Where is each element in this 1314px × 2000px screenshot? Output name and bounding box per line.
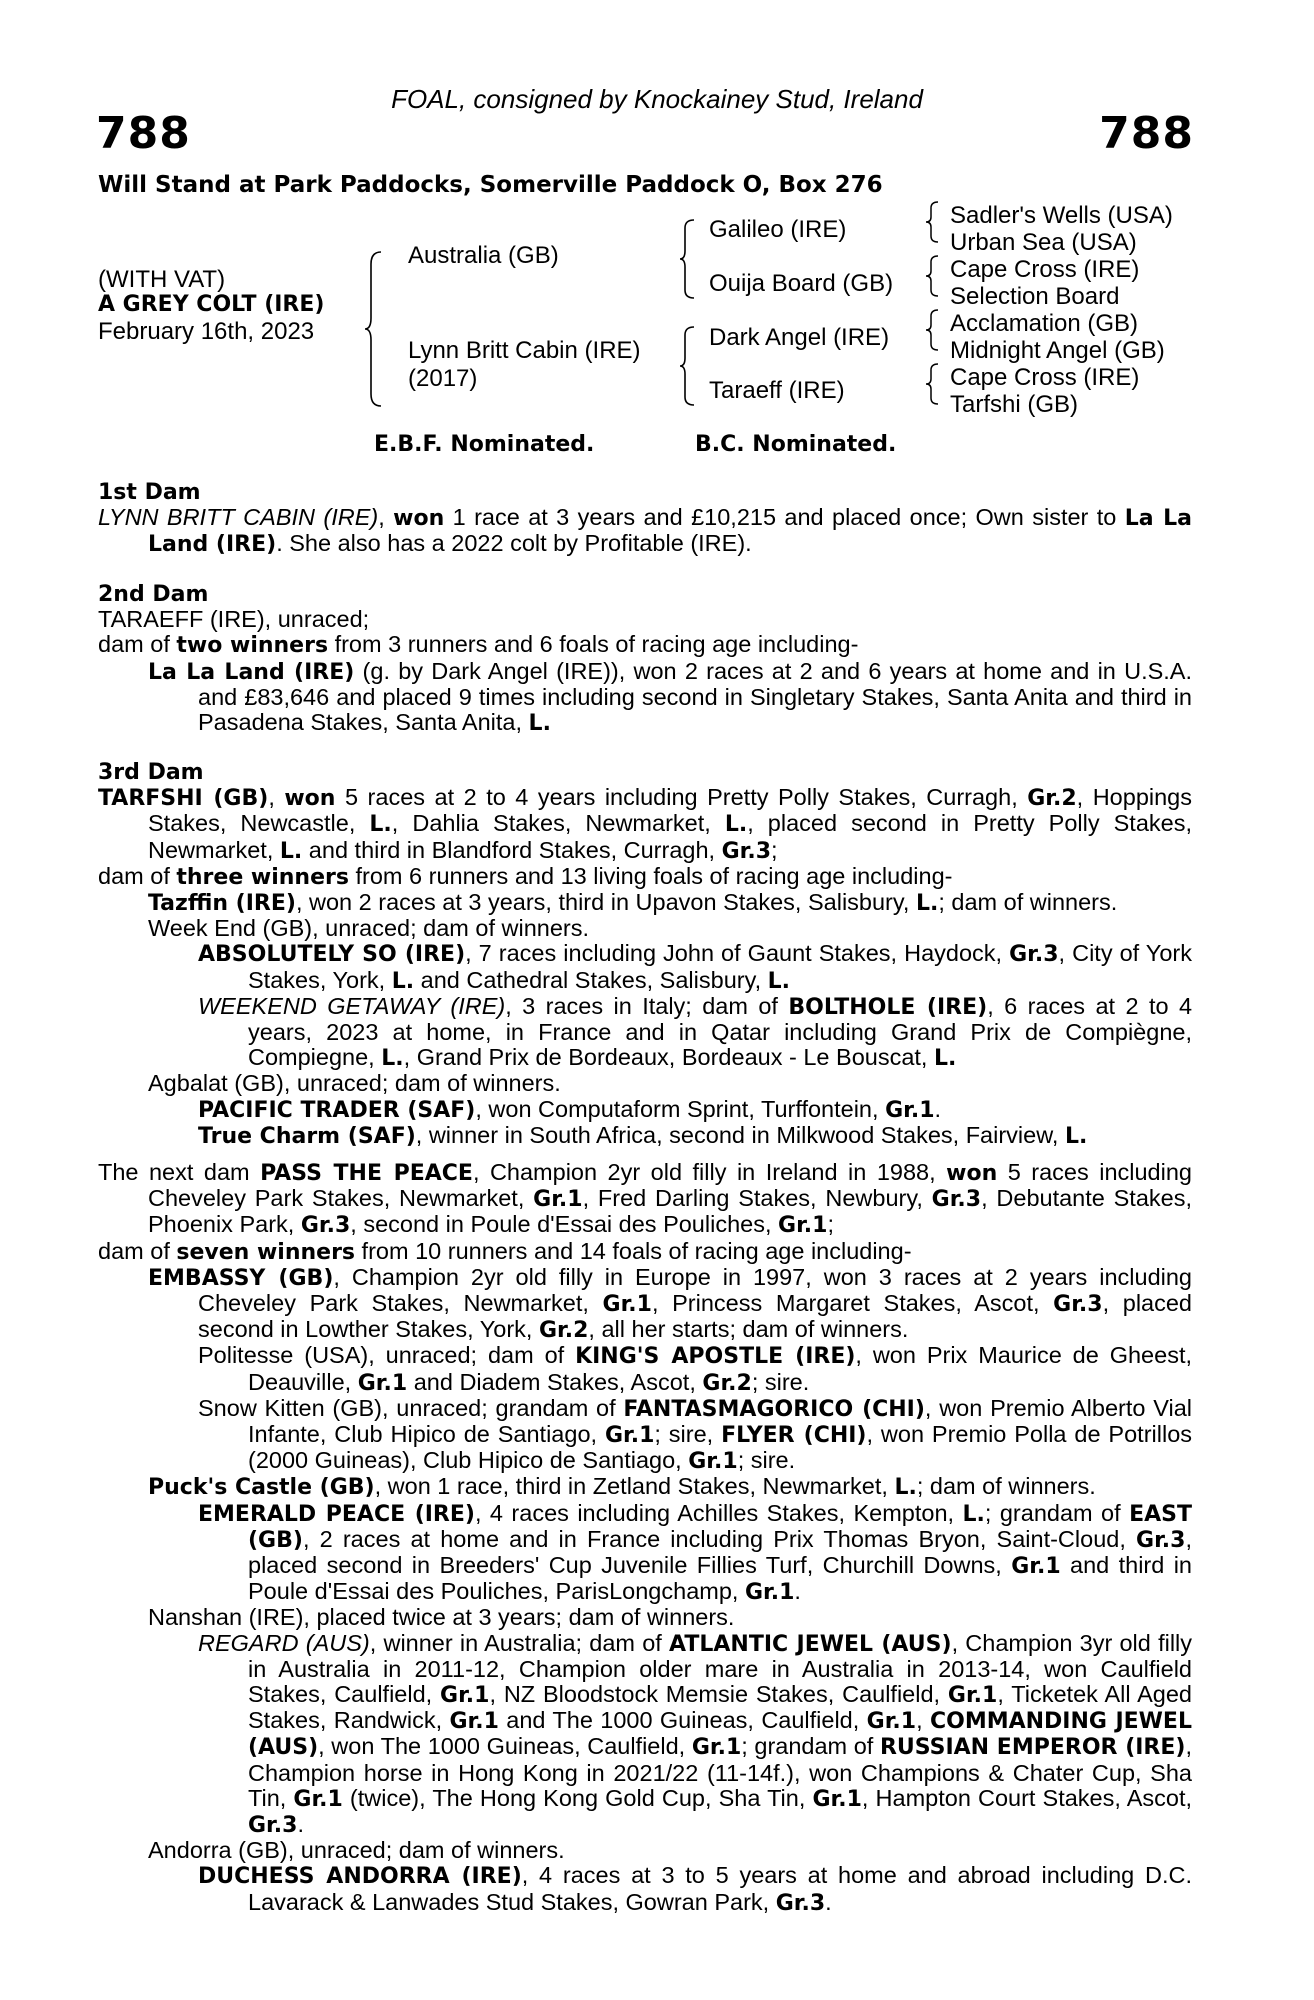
second-dam-produce — [98, 632, 1192, 658]
pedigree-g-sdd: Selection Board — [950, 283, 1120, 310]
grade-label: Gr.3 — [248, 1813, 298, 1839]
grade-label: Gr.3 — [1053, 1292, 1103, 1318]
embassy-name: EMBASSY (GB) — [148, 1265, 334, 1291]
text: , Princess Margaret Stakes, Ascot, — [651, 1290, 1054, 1317]
pass-the-peace-entry — [98, 1160, 1192, 1239]
weekend-getaway-name: WEEKEND GETAWAY (IRE) — [198, 992, 506, 1019]
pedigree-brace-dam — [680, 325, 698, 407]
text: (g. by Dark Angel (IRE)), won 2 races at 2 and 6 years at home and in U.S.A. and £83,646 and placed 9 times including second in Singletary Stakes, Santa Anita and third in Pasadena Stakes, Santa Anita, — [198, 657, 1192, 736]
lala-land-entry — [98, 659, 1192, 737]
text: ; dam of winners. — [916, 1473, 1096, 1500]
vat-note: (WITH VAT) — [98, 266, 226, 293]
tazffin-name: Tazffin (IRE) — [148, 891, 296, 917]
text: and Cathedral Stakes, Salisbury, — [414, 966, 768, 993]
horse-name: A GREY COLT (IRE) — [98, 292, 325, 317]
won-label: won — [946, 1161, 998, 1186]
text: , won Computaform Sprint, Turffontein, — [475, 1095, 886, 1122]
andorra-entry: Andorra (GB), unraced; dam of winners. — [148, 1837, 565, 1864]
grade-label: Gr.3 — [775, 1890, 826, 1916]
pedigree-sire-dam: Ouija Board (GB) — [709, 270, 894, 297]
text: , won The 1000 Guineas, Caulfield, — [318, 1733, 692, 1760]
grade-label: L. — [528, 711, 551, 737]
third-dam-produce — [98, 864, 1192, 890]
text: and The 1000 Guineas, Caulfield, — [498, 1707, 867, 1734]
won-label: won — [284, 786, 336, 812]
text: , winner in South Africa, second in Milkwood Stakes, Fairview, — [415, 1121, 1065, 1148]
grade-label: Gr.2 — [1027, 786, 1077, 812]
winners-count: three winners — [176, 864, 349, 890]
grade-label: Gr.1 — [866, 1709, 917, 1735]
russian-emperor-name: RUSSIAN EMPEROR (IRE) — [879, 1735, 1186, 1761]
pedigree-g-dss: Acclamation (GB) — [950, 310, 1139, 337]
week-end-entry: Week End (GB), unraced; dam of winners. — [148, 915, 590, 942]
pedigree-dam-dam: Taraeff (IRE) — [709, 377, 845, 404]
pedigree-g-ddd: Tarfshi (GB) — [950, 391, 1079, 418]
weekend-getaway-entry — [98, 994, 1192, 1072]
pedigree-dam-sire: Dark Angel (IRE) — [709, 324, 890, 351]
text: , placed second in Breeders' Cup Juvenile Fillies Turf, Churchill Downs, — [248, 1525, 1192, 1579]
grade-label: Gr.3 — [300, 1213, 351, 1239]
text: , Champion 2yr old filly in Europe in 1997, won 3 races at 2 years including Cheveley Park Stakes, Newmarket, — [198, 1263, 1192, 1317]
text: , 2 races at home and in France including Prix Thomas Bryon, Saint-Cloud, — [302, 1525, 1137, 1552]
grade-label: Gr.1 — [440, 1683, 490, 1709]
lot-number-right: 788 — [1099, 108, 1194, 159]
text: , second in Poule d'Essai des Pouliches, — [350, 1211, 779, 1238]
text: (twice), The Hong Kong Gold Cup, Sha Tin, — [342, 1784, 813, 1811]
grade-label: Gr.1 — [449, 1709, 499, 1735]
grade-label: Gr.1 — [947, 1683, 998, 1709]
emerald-peace-name: EMERALD PEACE (IRE) — [198, 1501, 475, 1527]
tarfshi-name: TARFSHI (GB) — [98, 786, 269, 812]
text: , won Premio Alberto Vial Infante, Club Hipico de Santiago, — [248, 1394, 1192, 1448]
tarfshi-entry: TARFSHI (GB), won 5 races at 2 to 4 years including Pretty Polly Stakes, Curragh, Gr.2, Hoppings Stakes, Newcastle, L., Dahlia Stakes, Newmarket, L., placed second in Pretty Polly Stakes, Newmarket, L. and third in Blandford Stakes, Curragh, Gr.3; — [98, 784, 1192, 864]
duchess-andorra-entry — [98, 1863, 1192, 1915]
grade-label: Gr.1 — [604, 1423, 655, 1449]
nanshan-entry: Nanshan (IRE), placed twice at 3 years; dam of winners. — [148, 1604, 735, 1631]
absolutely-so-name: ABSOLUTELY SO (IRE) — [198, 942, 466, 968]
grade-label: L. — [369, 812, 392, 838]
text: , 4 races including Achilles Stakes, Kempton, — [474, 1499, 963, 1526]
text: , placed second in Lowther Stakes, York, — [198, 1290, 1192, 1343]
text: ; sire. — [751, 1368, 810, 1395]
grade-label: L. — [1064, 1123, 1088, 1149]
first-dam-heading: 1st Dam — [98, 480, 201, 505]
consignor-line: FOAL, consigned by Knockainey Stud, Ireland — [391, 84, 923, 114]
grade-label: L. — [724, 812, 748, 838]
grade-label: Gr.1 — [885, 1097, 935, 1123]
text: Politesse (USA), unraced; dam of — [198, 1342, 576, 1369]
grade-label: Gr.1 — [357, 1370, 408, 1396]
grade-label: Gr.1 — [688, 1449, 738, 1475]
second-dam-section — [98, 582, 1192, 736]
regard-name: REGARD (AUS) — [198, 1629, 370, 1656]
embassy-entry — [98, 1265, 1192, 1344]
winners-count: two winners — [176, 633, 329, 659]
text: ; grandam of — [984, 1499, 1130, 1526]
first-dam-name: LYNN BRITT CABIN (IRE) — [98, 504, 379, 531]
grade-label: L. — [279, 838, 303, 864]
foaling-date: February 16th, 2023 — [98, 318, 315, 345]
text: , Champion 2yr old filly in Ireland in 1988, — [472, 1159, 947, 1185]
grade-label: Gr.2 — [538, 1318, 589, 1344]
grade-label: Gr.1 — [602, 1292, 652, 1318]
second-dam-line: TARAEFF (IRE), unraced; — [98, 606, 370, 633]
text: , Hampton Court Stakes, Ascot, — [861, 1784, 1193, 1811]
pedigree-brace-ouija — [926, 255, 942, 297]
text: from 3 runners and 6 foals of racing age including- — [328, 631, 859, 658]
text: , won Premio Polla de Potrillos (2000 Guineas), Club Hipico de Santiago, — [248, 1421, 1193, 1474]
text: , NZ Bloodstock Memsie Stakes, Caulfield, — [489, 1681, 948, 1708]
text: , placed second in Pretty Polly Stakes, Newmarket, — [148, 810, 1192, 863]
pedigree-g-dds: Cape Cross (IRE) — [950, 364, 1140, 391]
bolthole-name: BOLTHOLE (IRE) — [788, 994, 988, 1020]
grade-label: L. — [915, 891, 939, 917]
text: , Debutante Stakes, Phoenix Park, — [148, 1185, 1192, 1238]
pedigree-brace-darkangel — [926, 309, 942, 351]
sister-name: La La Land (IRE) — [148, 506, 1192, 558]
grade-label: Gr.3 — [721, 838, 772, 864]
text: from 10 runners and 14 foals of racing age including- — [355, 1237, 912, 1264]
text: ; sire. — [737, 1447, 796, 1474]
grade-label: L. — [381, 1046, 404, 1072]
first-dam-paragraph: LYNN BRITT CABIN (IRE), won 1 race at 3 years and £10,215 and placed once; Own sister to La La Land (IRE). She also has a 2022 colt by Profitable (IRE). — [98, 504, 1192, 558]
pass-the-peace-name: PASS THE PEACE — [260, 1161, 473, 1186]
grade-label: L. — [391, 968, 415, 994]
grade-label: Gr.1 — [778, 1213, 828, 1239]
pucks-castle-name: Puck's Castle (GB) — [148, 1475, 375, 1501]
text: , winner in Australia; dam of — [369, 1629, 670, 1656]
grade-label: Gr.2 — [702, 1370, 752, 1396]
text: . — [794, 1578, 801, 1605]
first-dam-section — [98, 480, 1192, 558]
grade-label: L. — [894, 1475, 917, 1501]
text: , — [916, 1707, 930, 1734]
text: The next dam — [98, 1159, 261, 1185]
third-dam-section — [98, 760, 1192, 1149]
text: , Dahlia Stakes, Newmarket, — [391, 810, 725, 837]
text: 5 races including Cheveley Park Stakes, Newmarket, — [148, 1159, 1192, 1212]
text: from 6 runners and 13 living foals of racing age including- — [348, 862, 953, 889]
grade-label: Gr.3 — [931, 1187, 982, 1213]
grade-label: Gr.1 — [744, 1580, 795, 1606]
lala-land-name: La La Land (IRE) — [148, 659, 355, 685]
text: and third in Poule d'Essai des Pouliches, ParisLongchamp, — [248, 1552, 1192, 1605]
lot-number-left: 788 — [96, 108, 191, 159]
true-charm-entry — [98, 1123, 1192, 1149]
snow-kitten-entry — [98, 1396, 1192, 1475]
commanding-jewel-name: COMMANDING JEWEL (AUS) — [248, 1709, 1192, 1761]
text: 1 race at 3 years and £10,215 and placed once; Own sister to — [444, 504, 1125, 531]
text: . — [297, 1811, 304, 1838]
text: , City of York Stakes, York, — [248, 940, 1192, 993]
text: , won 2 races at 3 years, third in Upavon Stakes, Salisbury, — [295, 889, 916, 916]
second-dam-heading: 2nd Dam — [98, 582, 209, 607]
text: ; — [771, 836, 778, 863]
pedigree-g-ssd: Urban Sea (USA) — [950, 229, 1137, 256]
text: , Hoppings Stakes, Newcastle, — [148, 784, 1192, 837]
pucks-castle-entry — [98, 1474, 1192, 1500]
text: , Champion horse in Hong Kong in 2021/22 (11-14f.), won Champions & Chater Cup, Sha Tin, — [248, 1733, 1192, 1811]
duchess-andorra-name: DUCHESS ANDORRA (IRE) — [198, 1864, 522, 1890]
pedigree-g-sds: Cape Cross (IRE) — [950, 256, 1140, 283]
text: , Fred Darling Stakes, Newbury, — [582, 1185, 932, 1212]
pedigree-g-sss: Sadler's Wells (USA) — [950, 202, 1173, 229]
pedigree-dam-year: (2017) — [408, 365, 478, 392]
pacific-trader-name: PACIFIC TRADER (SAF) — [198, 1097, 476, 1123]
won-label: won — [393, 506, 445, 532]
pedigree-sire-sire: Galileo (IRE) — [709, 216, 847, 243]
pacific-trader-entry — [98, 1097, 1192, 1123]
grade-label: L. — [767, 968, 791, 994]
text: dam of — [98, 1237, 177, 1264]
third-dam-heading: 3rd Dam — [98, 760, 204, 785]
bc-nomination: B.C. Nominated. — [695, 432, 897, 457]
kings-apostle-name: KING'S APOSTLE (IRE) — [575, 1344, 856, 1370]
politesse-entry — [98, 1343, 1192, 1395]
true-charm-name: True Charm (SAF) — [198, 1123, 416, 1149]
pedigree-brace-sire — [680, 218, 698, 300]
text: , won Prix Maurice de Gheest, Deauville, — [248, 1342, 1192, 1395]
agbalat-entry: Agbalat (GB), unraced; dam of winners. — [148, 1070, 561, 1097]
grade-label: Gr.1 — [691, 1735, 742, 1761]
grade-label: Gr.3 — [1136, 1527, 1186, 1553]
text: , Champion 3yr old filly in Australia in 2011-12, Champion older mare in Australia in 2013-14, won Caulfield Stakes, Caulfield, — [248, 1629, 1193, 1708]
text: 5 races at 2 to 4 years including Pretty Polly Stakes, Curragh, — [335, 784, 1028, 811]
text: and third in Blandford Stakes, Curragh, — [302, 836, 722, 863]
grade-label: L. — [962, 1501, 985, 1527]
next-dam-section — [98, 1160, 1192, 1916]
emerald-peace-entry — [98, 1501, 1192, 1606]
grade-label: Gr.1 — [293, 1786, 343, 1812]
text: , 4 races at 3 to 5 years at home and abroad including D.C. Lavarack & Lanwades Stud Stakes, Gowran Park, — [248, 1862, 1192, 1915]
text: , won 1 race, third in Zetland Stakes, Newmarket, — [374, 1473, 895, 1500]
pedigree-g-dsd: Midnight Angel (GB) — [950, 337, 1165, 364]
tazffin-entry — [98, 890, 1192, 916]
ebf-nomination: E.B.F. Nominated. — [374, 432, 595, 457]
text: . — [934, 1095, 942, 1122]
regard-entry — [98, 1631, 1192, 1839]
text: . She also has a 2022 colt by Profitable (IRE). — [276, 530, 752, 557]
text: ; sire, — [654, 1421, 722, 1448]
text: Snow Kitten (GB), unraced; grandam of — [198, 1394, 624, 1421]
absolutely-so-entry — [98, 941, 1192, 993]
stabling-line: Will Stand at Park Paddocks, Somerville Paddock O, Box 276 — [98, 172, 883, 198]
text: dam of — [98, 631, 177, 658]
text: dam of — [98, 862, 177, 889]
grade-label: L. — [934, 1046, 957, 1072]
text: ; — [827, 1211, 834, 1238]
text: , all her starts; dam of winners. — [588, 1316, 909, 1343]
pedigree-dam: Lynn Britt Cabin (IRE) — [408, 337, 641, 364]
text: , Grand Prix de Bordeaux, Bordeaux - Le Bouscat, — [403, 1044, 934, 1071]
pedigree-brace-taraeff — [926, 363, 942, 405]
atlantic-jewel-name: ATLANTIC JEWEL (AUS) — [669, 1631, 952, 1657]
fantasmagorico-name: FANTASMAGORICO (CHI) — [623, 1396, 925, 1422]
grade-label: Gr.3 — [1009, 942, 1059, 968]
text: ; dam of winners. — [938, 889, 1118, 916]
pedigree-brace-galileo — [926, 201, 942, 243]
text: , Ticketek All Aged Stakes, Randwick, — [248, 1681, 1192, 1734]
text: , 6 races at 2 to 4 years, 2023 at home, in France and in Qatar including Grand Prix de Compiègne, Compiegne, — [248, 992, 1193, 1071]
grade-label: Gr.1 — [1011, 1554, 1061, 1580]
text: , 3 races in Italy; dam of — [505, 992, 789, 1019]
grade-label: Gr.1 — [812, 1786, 862, 1812]
text: and Diadem Stakes, Ascot, — [407, 1368, 703, 1395]
winners-count: seven winners — [176, 1239, 356, 1265]
text: ; grandam of — [741, 1733, 880, 1760]
text: . — [825, 1888, 832, 1915]
text: , 7 races including John of Gaunt Stakes, Haydock, — [465, 940, 1010, 967]
pedigree-brace-main — [365, 250, 385, 408]
grade-label: Gr.1 — [533, 1187, 583, 1213]
pedigree-sire: Australia (GB) — [408, 242, 559, 269]
next-dam-produce — [98, 1239, 1192, 1265]
east-name: EAST (GB) — [248, 1501, 1192, 1553]
flyer-name: FLYER (CHI) — [721, 1423, 867, 1449]
